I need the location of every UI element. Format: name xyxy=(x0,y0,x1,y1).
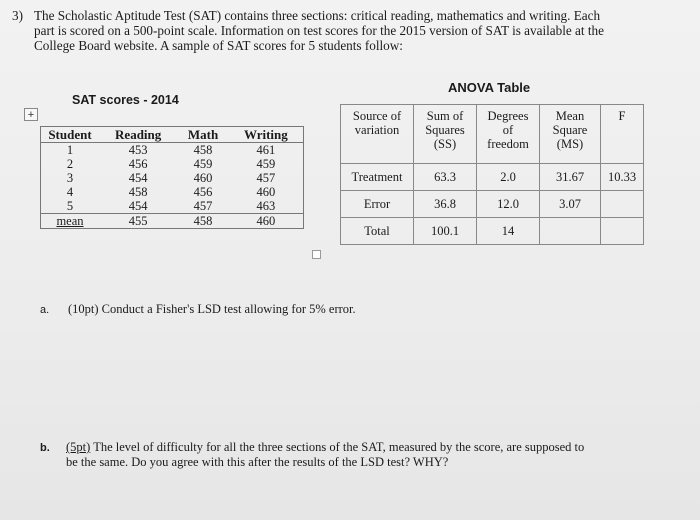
anova-header-ss xyxy=(414,105,477,164)
anova-header-text: (MS) xyxy=(556,137,584,151)
part-b-question xyxy=(40,440,680,469)
mean-reading: 455 xyxy=(99,214,177,229)
table-cell: 457 xyxy=(193,199,213,213)
anova-header-text: F xyxy=(618,109,626,123)
table-cell xyxy=(601,218,644,245)
mean-math: 458 xyxy=(177,214,228,229)
part-b-text-line-1: The level of difficulty for all the three sections of the SAT, measured by the score, are supposed to xyxy=(90,440,585,454)
anova-header-text: Squares xyxy=(425,123,465,137)
table-cell: 14 xyxy=(477,218,540,245)
part-a-text: (10pt) Conduct a Fisher's LSD test allowing for 5% error. xyxy=(68,302,356,316)
sat-header-row xyxy=(41,127,303,143)
anova-row-error xyxy=(341,191,644,218)
anova-header-df xyxy=(477,105,540,164)
table-cell: 3 xyxy=(66,171,74,185)
table-cell: 457 xyxy=(256,171,276,185)
anova-header-f xyxy=(601,105,644,164)
anova-header-row xyxy=(341,105,644,164)
part-b-label: b. xyxy=(40,442,50,454)
anova-header-ms xyxy=(540,105,601,164)
part-b-points: (5pt) xyxy=(66,440,91,454)
part-a-label: a. xyxy=(40,304,50,316)
table-cell: 5 xyxy=(66,199,74,213)
table-row xyxy=(41,143,303,158)
table-cell: 100.1 xyxy=(414,218,477,245)
table-cell: 2 xyxy=(66,157,74,171)
table-cell: 453 xyxy=(128,143,148,157)
anova-row-treatment xyxy=(341,164,644,191)
table-cell: 456 xyxy=(128,157,148,171)
table-cell: 31.67 xyxy=(540,164,601,191)
table-cell: 2.0 xyxy=(477,164,540,191)
table-cell: 454 xyxy=(128,171,148,185)
anova-header-text: freedom xyxy=(487,137,529,151)
sat-header-student: Student xyxy=(41,127,99,143)
table-cell: 63.3 xyxy=(414,164,477,191)
anova-header-text: Degrees xyxy=(487,109,529,123)
table-cell: 461 xyxy=(256,143,276,157)
table-cell: 459 xyxy=(193,157,213,171)
table-cell: 456 xyxy=(193,185,213,199)
part-a-question xyxy=(40,302,356,317)
mean-row xyxy=(41,214,303,229)
table-cell: 458 xyxy=(193,143,213,157)
part-b-text-line-2: be the same. Do you agree with this after the results of the LSD test? WHY? xyxy=(66,455,449,469)
anova-header-text: Square xyxy=(552,123,588,137)
sat-table-title: SAT scores - 2014 xyxy=(72,93,179,107)
table-cell: 459 xyxy=(256,157,276,171)
table-cell: 1 xyxy=(66,143,74,157)
anova-table xyxy=(340,104,644,245)
table-cell: Total xyxy=(341,218,414,245)
question-text xyxy=(12,8,692,53)
table-move-handle-icon[interactable]: + xyxy=(24,108,38,121)
anova-header-text: Sum of xyxy=(426,109,464,123)
anova-header-text: Mean xyxy=(555,109,585,123)
question-line-2: part is scored on a 500-point scale. Information on test scores for the 2015 version of SAT is available at the xyxy=(34,23,604,38)
anova-row-total xyxy=(341,218,644,245)
table-cell: 12.0 xyxy=(477,191,540,218)
table-cell xyxy=(601,191,644,218)
sat-header-reading: Reading xyxy=(99,127,177,143)
sat-header-writing: Writing xyxy=(229,127,303,143)
table-cell: 454 xyxy=(128,199,148,213)
anova-header-source xyxy=(341,105,414,164)
table-cell: 36.8 xyxy=(414,191,477,218)
table-cell: 460 xyxy=(193,171,213,185)
sat-header-math: Math xyxy=(177,127,228,143)
table-cell: 4 xyxy=(66,185,74,199)
anova-header-text: (SS) xyxy=(433,137,457,151)
table-row xyxy=(41,199,303,214)
table-resize-handle[interactable] xyxy=(312,250,321,259)
mean-writing: 460 xyxy=(229,214,303,229)
table-cell: 463 xyxy=(256,199,276,213)
sat-scores-table xyxy=(40,126,304,229)
anova-header-text: variation xyxy=(354,123,400,137)
mean-label: mean xyxy=(41,214,99,229)
table-row xyxy=(41,185,303,199)
table-cell: 458 xyxy=(128,185,148,199)
table-cell: 3.07 xyxy=(540,191,601,218)
table-row xyxy=(41,157,303,171)
table-cell: 10.33 xyxy=(601,164,644,191)
question-line-3: College Board website. A sample of SAT scores for 5 students follow: xyxy=(34,38,403,53)
anova-header-text: of xyxy=(502,123,514,137)
table-cell: Treatment xyxy=(341,164,414,191)
table-cell xyxy=(540,218,601,245)
question-number: 3) xyxy=(12,8,23,23)
table-cell: Error xyxy=(341,191,414,218)
table-row xyxy=(41,171,303,185)
table-cell: 460 xyxy=(256,185,276,199)
anova-title: ANOVA Table xyxy=(448,80,531,95)
anova-header-text: Source of xyxy=(352,109,402,123)
question-line-1: The Scholastic Aptitude Test (SAT) contains three sections: critical reading, mathematics and writing. Each xyxy=(34,8,601,23)
